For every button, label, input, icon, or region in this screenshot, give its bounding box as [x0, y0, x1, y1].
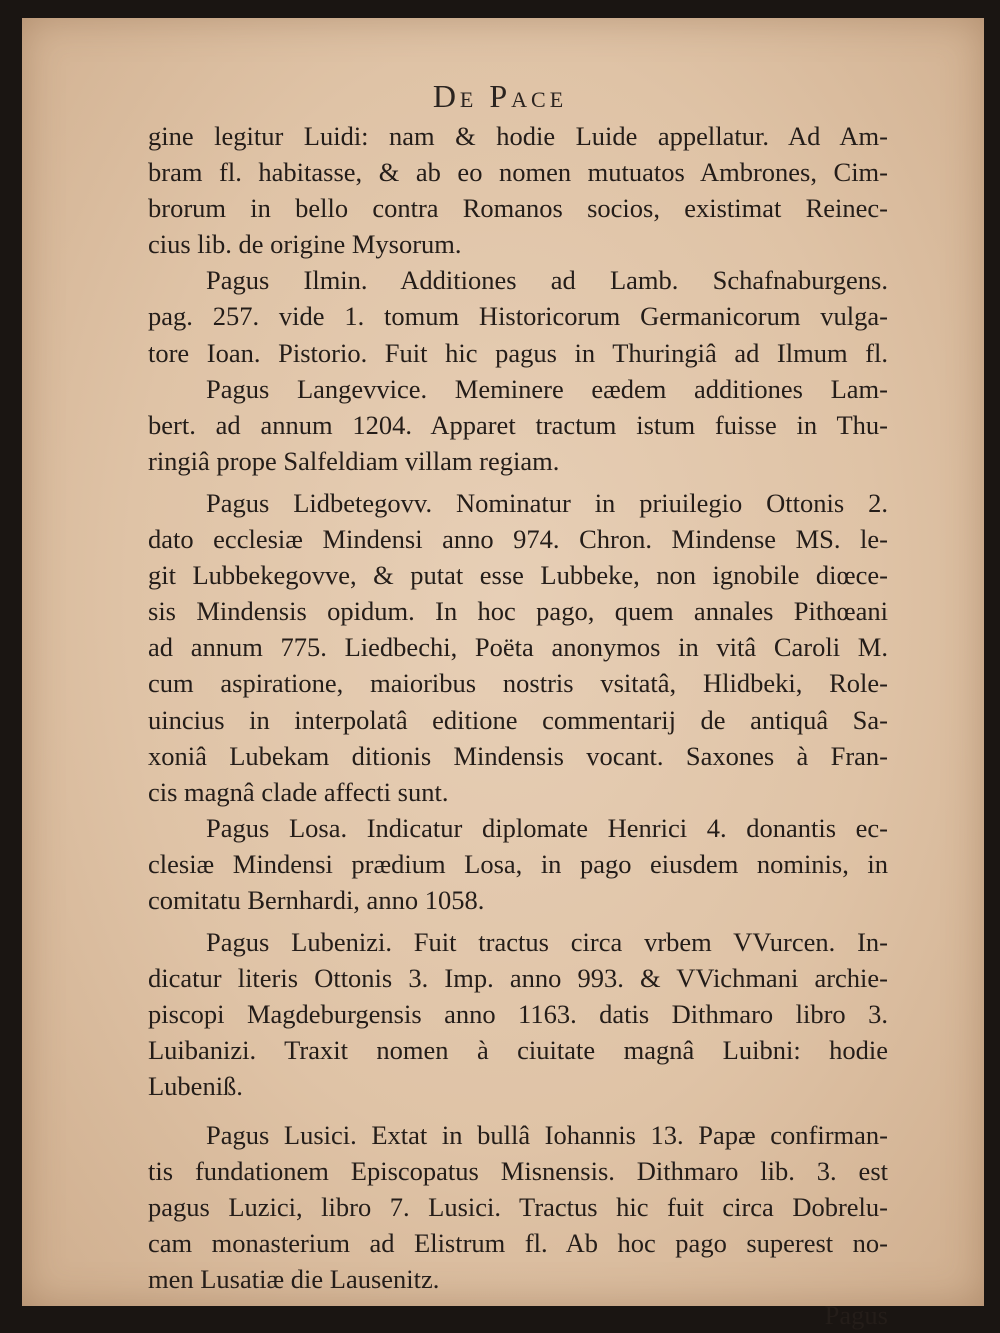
- text-line: ad annum 775. Liedbechi, Poëta anonymos in vitâ Caroli M.: [148, 632, 888, 663]
- text-line: men Lusatiæ die Lausenitz.: [148, 1263, 440, 1294]
- text-line: comitatu Bernhardi, anno 1058.: [148, 884, 485, 915]
- text-line: Pagus Lusici. Extat in bullâ Iohannis 13. Papæ confirman-: [206, 1119, 888, 1150]
- text-line: git Lubbekegovve, & putat esse Lubbeke, non ignobile diœce-: [148, 560, 888, 591]
- text-line: Lubeniß.: [148, 1071, 243, 1102]
- text-line: pag. 257. vide 1. tomum Historicorum Germanicorum vulga-: [148, 301, 888, 332]
- text-line: pagus Luzici, libro 7. Lusici. Tractus hic fuit circa Dobrelu-: [148, 1191, 888, 1222]
- text-line: ringiâ prope Salfeldiam villam regiam.: [148, 445, 560, 476]
- text-line: tis fundationem Episcopatus Misnensis. Dithmaro lib. 3. est: [148, 1155, 888, 1186]
- text-line: dato ecclesiæ Mindensi anno 974. Chron. Mindense MS. le-: [148, 524, 888, 555]
- text-line: Pagus Langevvice. Meminere eædem additiones Lam-: [206, 373, 888, 404]
- text-line: gine legitur Luidi: nam & hodie Luide appellatur. Ad Am-: [148, 121, 888, 151]
- text-line: Pagus Lidbetegovv. Nominatur in priuilegio Ottonis 2.: [206, 487, 888, 518]
- text-line: Luibanizi. Traxit nomen à ciuitate magnâ Luibni: hodie: [148, 1035, 888, 1066]
- text-line: cam monasterium ad Elistrum fl. Ab hoc pago superest no-: [148, 1227, 888, 1258]
- text-line: bert. ad annum 1204. Apparet tractum istum fuisse in Thu-: [148, 409, 888, 440]
- running-head: De Pace: [432, 78, 568, 114]
- text-line: cum aspiratione, maioribus nostris vsitatâ, Hlidbeki, Role-: [148, 668, 888, 699]
- text-line: cis magnâ clade affecti sunt.: [148, 776, 449, 807]
- text-line: Pagus Losa. Indicatur diplomate Henrici 4. donantis ec-: [206, 812, 888, 843]
- text-line: sis Mindensis opidum. In hoc pago, quem annales Pithœani: [148, 596, 888, 627]
- text-line: xoniâ Lubekam ditionis Mindensis vocant. Saxones à Fran-: [148, 740, 888, 771]
- text-line: dicatur literis Ottonis 3. Imp. anno 993. & VVichmani archie-: [148, 963, 888, 994]
- text-line: piscopi Magdeburgensis anno 1163. datis Dithmaro libro 3.: [148, 999, 888, 1030]
- text-line: bram fl. habitasse, & ab eo nomen mutuatos Ambrones, Cim-: [148, 157, 888, 188]
- text-line: uincius in interpolatâ editione commentarij de antiquâ Sa-: [148, 704, 888, 735]
- text-line: Pagus Lubenizi. Fuit tractus circa vrbem VVurcen. In-: [206, 927, 888, 958]
- text-line: cius lib. de origine Mysorum.: [148, 229, 462, 260]
- text-line: brorum in bello contra Romanos socios, existimat Reinec-: [148, 193, 888, 224]
- body-text: [148, 118, 888, 1333]
- catchword: Pagus: [824, 1300, 888, 1330]
- text-line: clesiæ Mindensi prædium Losa, in pago eiusdem nominis, in: [148, 848, 888, 879]
- text-line: Pagus Ilmin. Additiones ad Lamb. Schafnaburgens.: [206, 265, 888, 296]
- text-line: tore Ioan. Pistorio. Fuit hic pagus in Thuringiâ ad Ilmum fl.: [148, 337, 888, 368]
